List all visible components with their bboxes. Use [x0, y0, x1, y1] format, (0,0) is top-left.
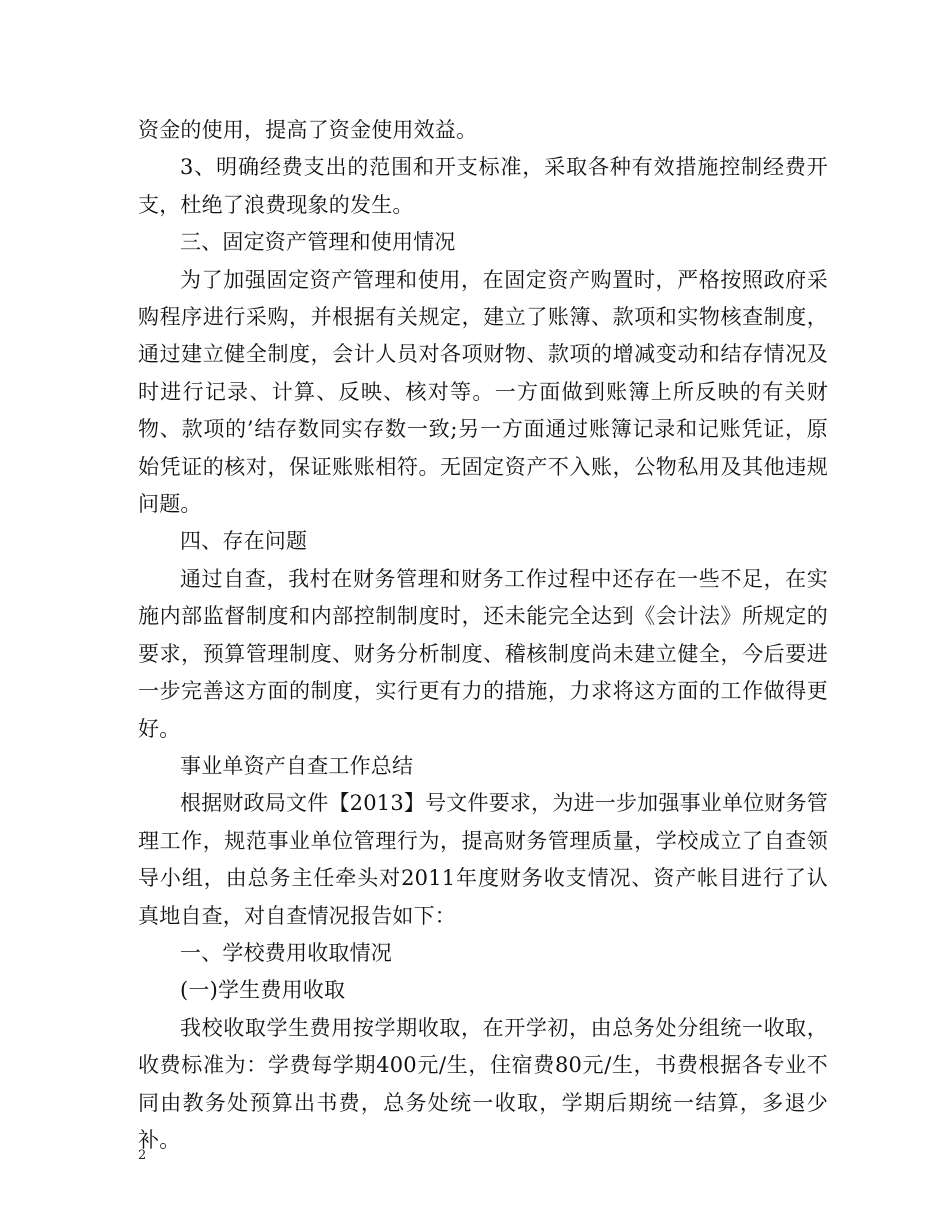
document-subtitle: 事业单资产自查工作总结	[180, 753, 414, 778]
subsection-heading-student-fees: (一)学生费用收取	[180, 978, 346, 1003]
paragraph-continuation: 资金的使用，提高了资金使用效益。	[138, 118, 478, 142]
section-heading-fee-collection: 一、学校费用收取情况	[180, 940, 392, 965]
paragraph-problems: 通过自查，我村在财务管理和财务工作过程中还存在一些不足，在实施内部监督制度和内部控制制度时，还未能完全达到《会计法》所规定的要求，预算管理制度、财务分析制度、稽核制度尚未建立健全，今后要进一步完善这方面的制度，实行更有力的措施，力求将这方面的工作做得更好。	[138, 566, 828, 741]
page-number: 2	[138, 1148, 147, 1163]
section-heading-problems: 四、存在问题	[180, 529, 308, 554]
paragraph-student-fees: 我校收取学生费用按学期收取，在开学初，由总务处分组统一收取，收费标准为：学费每学期400元/生，住宿费80元/生，书费根据各专业不同由教务处预算出书费，总务处统一收取，学期后期统一结算，多退少补。	[138, 1015, 828, 1152]
paragraph-expense-scope: 3、明确经费支出的范围和开支标准，采取各种有效措施控制经费开支，杜绝了浪费现象的发生。	[138, 155, 828, 217]
section-heading-fixed-assets: 三、固定资产管理和使用情况	[180, 230, 456, 255]
paragraph-self-inspection: 根据财政局文件【2013】号文件要求，为进一步加强事业单位财务管理工作，规范事业单位管理行为，提高财务管理质量，学校成立了自查领导小组，由总务主任牵头对2011年度财务收支情况、资产帐目进行了认真地自查，对自查情况报告如下：	[138, 791, 828, 928]
paragraph-fixed-assets: 为了加强固定资产管理和使用，在固定资产购置时，严格按照政府采购程序进行采购，并根据有关规定，建立了账簿、款项和实物核查制度，通过建立健全制度，会计人员对各项财物、款项的增减变动和结存情况及时进行记录、计算、反映、核对等。一方面做到账簿上所反映的有关财物、款项的’结存数同实存数一致;另一方面通过账簿记录和记账凭证，原始凭证的核对，保证账账相符。无固定资产不入账，公物私用及其他违规问题。	[138, 267, 828, 517]
document-body	[138, 112, 828, 1159]
